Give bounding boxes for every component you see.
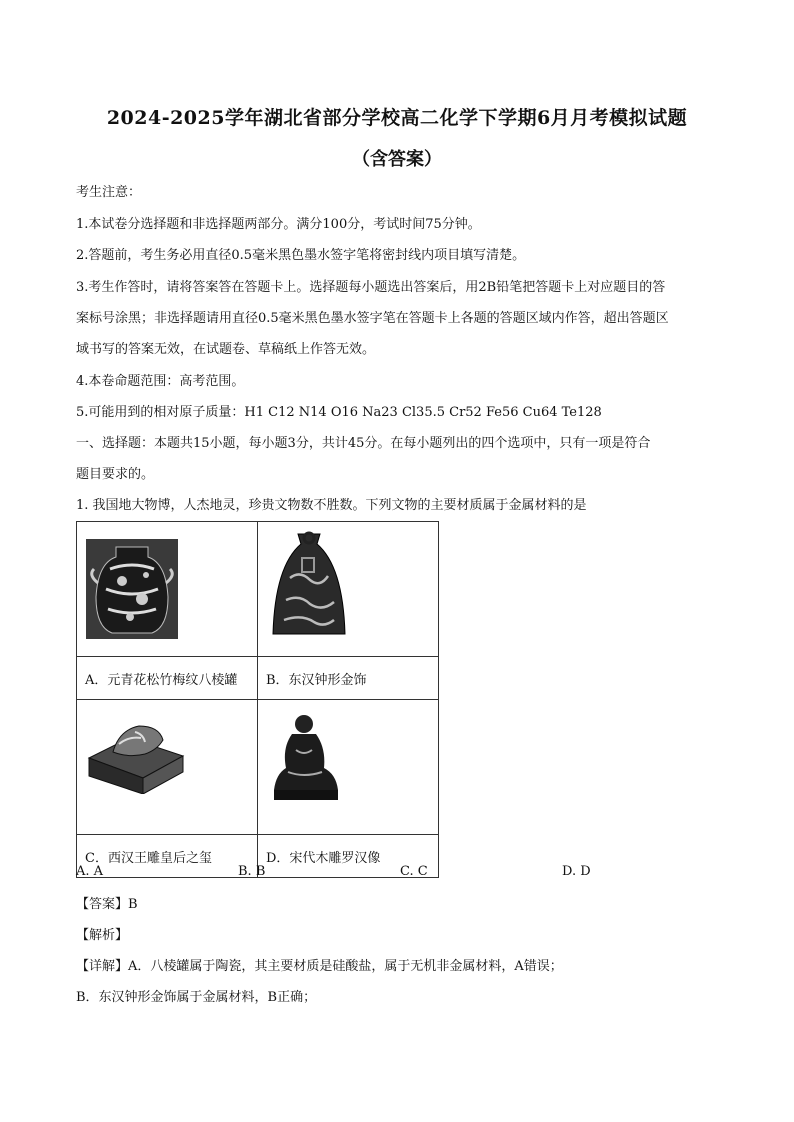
- analysis-label: 【解析】: [76, 928, 129, 943]
- detail-line: 【详解】A．八棱罐属于陶瓷，其主要材质是硅酸盐，属于无机非金属材料，A错误；: [76, 959, 563, 974]
- section-heading-cont: 题目要求的。: [76, 467, 155, 482]
- question-stem: 1. 我国地大物博，人杰地灵，珍贵文物数不胜数。下列文物的主要材质属于金属材料的是: [76, 498, 587, 513]
- detail-line: B．东汉钟形金饰属于金属材料，B正确；: [76, 990, 317, 1005]
- notice-heading: 考生注意：: [76, 185, 142, 200]
- jade-seal-image: [83, 714, 187, 794]
- bell-ornament-image: [268, 530, 350, 642]
- notice-item: 4.本卷命题范围：高考范围。: [76, 374, 245, 389]
- notice-item: 案标号涂黑；非选择题请用直径0.5毫米黑色墨水签字笔在答题卡上各题的答题区域内作答，超出答题区: [76, 311, 669, 326]
- wooden-arhat-image: [270, 710, 342, 802]
- image-cell-d: [258, 700, 439, 835]
- notice-item: 5.可能用到的相对原子质量：H1 C12 N14 O16 Na23 Cl35.5 Cr52 Fe56 Cu64 Te128: [76, 405, 602, 420]
- notice-item: 3.考生作答时，请将答案答在答题卡上。选择题每小题选出答案后，用2B铅笔把答题卡上对应题目的答: [76, 280, 666, 295]
- notice-item: 域书写的答案无效，在试题卷、草稿纸上作答无效。: [76, 342, 376, 357]
- image-cell-a: [77, 522, 258, 657]
- answer-label: 【答案】B: [76, 897, 138, 912]
- option-label-c: C．西汉王雕皇后之玺: [77, 835, 258, 878]
- page-title: 2024-2025学年湖北省部分学校高二化学下学期6月月考模拟试题: [106, 107, 688, 129]
- notice-item: 2.答题前，考生务必用直径0.5毫米黑色墨水签字笔将密封线内项目填写清楚。: [76, 248, 526, 263]
- notice-item: 1.本试卷分选择题和非选择题两部分。满分100分，考试时间75分钟。: [76, 217, 481, 232]
- question-table: [76, 521, 439, 878]
- option-label-d: D．宋代木雕罗汉像: [258, 835, 439, 878]
- option-b[interactable]: B. B: [238, 864, 266, 879]
- section-heading: 一、选择题：本题共15小题，每小题3分，共计45分。在每小题列出的四个选项中，只有一项是符合: [76, 436, 651, 451]
- image-cell-c: [77, 700, 258, 835]
- page-subtitle: （含答案）: [352, 149, 442, 170]
- option-c[interactable]: C. C: [400, 864, 428, 879]
- option-label-b: B．东汉钟形金饰: [258, 657, 439, 700]
- option-a[interactable]: A. A: [76, 864, 104, 879]
- option-d[interactable]: D. D: [562, 864, 591, 879]
- image-cell-b: [258, 522, 439, 657]
- option-label-a: A．元青花松竹梅纹八棱罐: [77, 657, 258, 700]
- jar-image: [86, 539, 178, 639]
